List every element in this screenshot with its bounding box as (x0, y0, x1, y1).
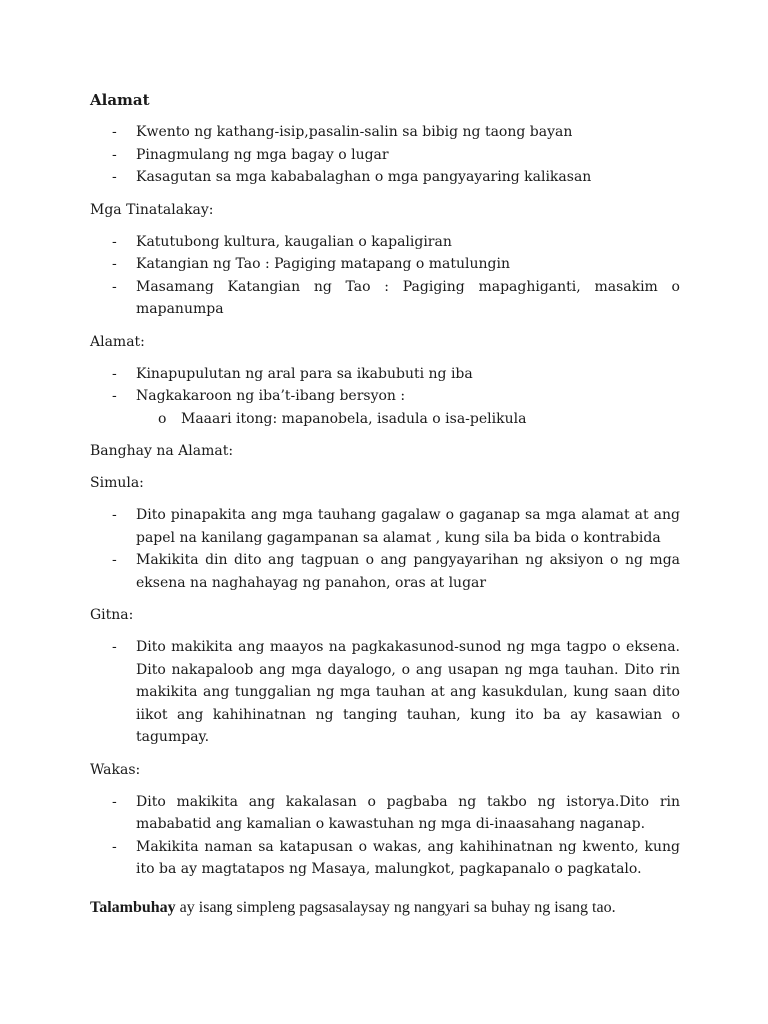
list-item: - Makikita din dito ang tagpuan o ang pangyayarihan ng aksiyon o ng mga eksena na naghahayag ng panahon, oras at lugar (90, 549, 680, 594)
gitna-list (90, 636, 680, 749)
gitna-heading: Gitna: (90, 607, 134, 623)
document-body (90, 91, 680, 919)
list-item: - Masamang Katangian ng Tao : Pagiging mapaghiganti, masakim o mapanumpa (90, 276, 680, 321)
list-item: - Makikita naman sa katapusan o wakas, ang kahihinatnan ng kwento, kung ito ba ay magtatapos ng Masaya, malungkot, pagkapanalo o pagkatalo. (90, 836, 680, 881)
alamat-list (90, 121, 680, 189)
list-item: - Kinapupulutan ng aral para sa ikabubuti ng iba (90, 363, 680, 386)
alamat2-sublist (136, 408, 680, 431)
list-item: - Nagkakaroon ng iba’t-ibang bersyon : o Maaari itong: mapanobela, isadula o isa-pelikula (90, 385, 680, 430)
alamat-heading: Alamat: (90, 333, 145, 350)
doc-title: Alamat (90, 91, 150, 109)
banghay-heading: Banghay na Alamat: (90, 443, 234, 459)
list-item: - Dito pinapakita ang mga tauhang gagalaw o gaganap sa mga alamat at ang papel na kanilang gagampanan sa alamat , kung sila ba bida o kontrabida (90, 504, 680, 549)
dash-marker: - (112, 365, 117, 382)
list-item: - Dito makikita ang maayos na pagkakasunod-sunod ng mga tagpo o eksena. Dito nakapaloob ang mga dayalogo, o ang usapan ng mga tauhan. Dito rin makikita ang tunggalian ng mga tauhan at ang kasukdulan, kung saan dito iikot ang kahihinatnan ng tanging tauhan, kung ito ba ay kasawian o tagumpay. (90, 636, 680, 749)
alamat2-list (90, 363, 680, 431)
dash-marker: - (112, 146, 117, 163)
simula-heading: Simula: (90, 475, 144, 491)
tinatalakay-list (90, 231, 680, 321)
dash-marker: - (112, 124, 117, 140)
dash-marker: - (112, 639, 117, 655)
list-item: - Dito makikita ang kakalasan o pagbaba ng takbo ng istorya.Dito rin mababatid ang kamalian o kawastuhan ng mga di-inaasahang naganap. (90, 791, 680, 836)
tinatalakay-heading: Mga Tinatalakay: (90, 201, 214, 218)
talambuhay-definition: ay isang simpleng pagsasalaysay ng nangyari sa buhay ng isang tao. (175, 898, 616, 916)
list-item: - Katangian ng Tao : Pagiging matapang o matulungin (90, 253, 680, 276)
list-item: - Pinagmulang ng mga bagay o lugar (90, 144, 680, 167)
list-item: - Kwento ng kathang-isip,pasalin-salin sa bibig ng taong bayan (90, 121, 680, 144)
talambuhay-sentence (90, 897, 680, 919)
dash-marker: - (112, 256, 117, 272)
dash-marker: - (112, 552, 117, 568)
dash-marker: - (112, 388, 117, 404)
wakas-heading: Wakas: (90, 761, 141, 778)
sub-list-item: o Maaari itong: mapanobela, isadula o isa-pelikula (136, 408, 680, 431)
circle-marker: o (158, 410, 167, 427)
dash-marker: - (112, 233, 117, 250)
dash-marker: - (112, 278, 117, 295)
dash-marker: - (112, 793, 117, 810)
list-item: - Katutubong kultura, kaugalian o kapaligiran (90, 231, 680, 254)
dash-marker: - (112, 169, 117, 185)
simula-list (90, 504, 680, 594)
list-item: - Kasagutan sa mga kababalaghan o mga pangyayaring kalikasan (90, 166, 680, 189)
talambuhay-term: Talambuhay (90, 898, 176, 916)
dash-marker: - (112, 507, 117, 523)
wakas-list (90, 791, 680, 881)
dash-marker: - (112, 838, 117, 855)
